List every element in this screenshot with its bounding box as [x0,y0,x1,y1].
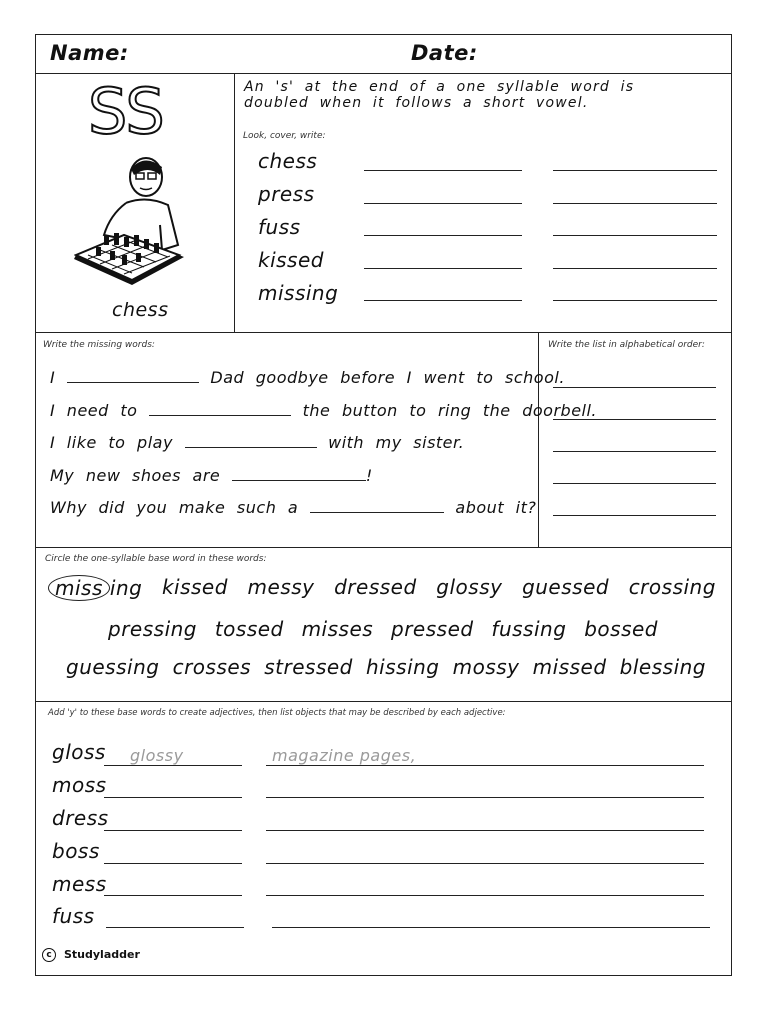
base-word-2: moss [52,773,107,797]
base-word-5: mess [52,872,107,896]
missing-words-instruction: Write the missing words: [43,340,155,350]
circle-row-2 [108,617,658,641]
cover-write-line[interactable] [364,235,522,236]
circle-word[interactable]: crosses [172,655,252,679]
circle-word[interactable]: blessing [619,655,706,679]
circle-word[interactable]: misses [301,617,374,641]
circle-word[interactable]: guessing [66,655,160,679]
alphabetical-line[interactable] [553,515,716,516]
spelling-word-2: press [258,182,315,206]
adjective-line[interactable] [104,895,242,896]
circle-word[interactable]: stressed [264,655,353,679]
circle-word[interactable]: dressed [334,575,417,599]
adjective-line[interactable] [104,765,242,766]
missing-sentence-1: I Dad goodbye before I went to school. [50,368,565,387]
circle-word[interactable]: messy [247,575,315,599]
picture-caption: chess [112,299,169,321]
base-word-6: fuss [52,904,95,928]
example-adjective: glossy [130,746,184,765]
missing-sentence-2: I need to the button to ring the doorbell. [50,401,598,420]
example-object: magazine pages, [272,746,417,765]
cover-write-line[interactable] [553,300,717,301]
alphabetical-line[interactable] [553,387,716,388]
circle-word[interactable]: kissed [161,575,228,599]
missing-word-blank[interactable] [185,447,317,448]
cover-write-line[interactable] [553,203,717,204]
circle-word[interactable]: pressed [391,617,474,641]
adjectives-instruction: Add 'y' to these base words to create adjectives, then list objects that may be described by each adjective: [48,708,506,718]
circle-word[interactable]: crossing [628,575,716,599]
cover-write-line[interactable] [364,203,522,204]
circle-word[interactable]: bossed [584,617,658,641]
brand-name: Studyladder [64,948,140,961]
circle-row-3 [66,655,706,679]
missing-sentence-5: Why did you make such a about it? [50,498,537,517]
circle-word[interactable]: fussing [491,617,567,641]
circle-word[interactable]: tossed [214,617,284,641]
adjective-line[interactable] [104,797,242,798]
adjective-line[interactable] [104,863,242,864]
rule-text: An 's' at the end of a one syllable word is doubled when it follows a short vowel. [244,79,635,111]
cover-write-line[interactable] [553,170,717,171]
objects-line[interactable] [266,830,704,831]
objects-line[interactable] [266,895,704,896]
alphabetical-line[interactable] [553,451,716,452]
copyright-icon: c [42,948,56,962]
missing-sentence-4: My new shoes are ! [50,466,373,485]
objects-line[interactable] [272,927,710,928]
pattern-heading: SS [88,75,163,148]
circle-word[interactable]: hissing [366,655,440,679]
circle-instruction: Circle the one-syllable base word in these words: [45,554,267,564]
circle-word[interactable]: glossy [436,575,503,599]
spelling-word-3: fuss [258,215,301,239]
worksheet [35,34,732,976]
circle-row-1 [56,575,716,601]
cover-write-line[interactable] [553,235,717,236]
objects-line[interactable] [266,797,704,798]
missing-sentence-3: I like to play with my sister. [50,433,465,452]
cover-write-line[interactable] [364,268,522,269]
base-word-3: dress [52,806,109,830]
spelling-word-5: missing [258,281,339,305]
alphabetical-line[interactable] [553,483,716,484]
circle-word[interactable]: missed [532,655,607,679]
circle-word[interactable]: guessed [522,575,610,599]
circled-base-word: miss [48,575,110,601]
date-label: Date: [411,41,478,65]
cover-write-line[interactable] [364,170,522,171]
circle-word[interactable]: mossy [452,655,520,679]
missing-word-blank[interactable] [232,480,366,481]
cover-write-line[interactable] [553,268,717,269]
missing-word-blank[interactable] [310,512,444,513]
adjective-line[interactable] [104,830,242,831]
adjective-line[interactable] [106,927,244,928]
missing-word-blank[interactable] [149,415,291,416]
base-word-1: gloss [52,740,106,764]
circle-example-word: miss ing [56,575,142,601]
circle-word[interactable]: pressing [108,617,197,641]
alphabetical-instruction: Write the list in alphabetical order: [548,340,705,350]
chess-player-picture [74,155,189,295]
objects-line[interactable] [266,765,704,766]
alphabetical-line[interactable] [553,419,716,420]
name-label: Name: [50,41,129,65]
spelling-word-1: chess [258,149,318,173]
objects-line[interactable] [266,863,704,864]
spelling-word-4: kissed [258,248,324,272]
base-word-4: boss [52,839,100,863]
cover-write-line[interactable] [364,300,522,301]
missing-word-blank[interactable] [67,382,199,383]
look-cover-write-instruction: Look, cover, write: [243,131,326,141]
